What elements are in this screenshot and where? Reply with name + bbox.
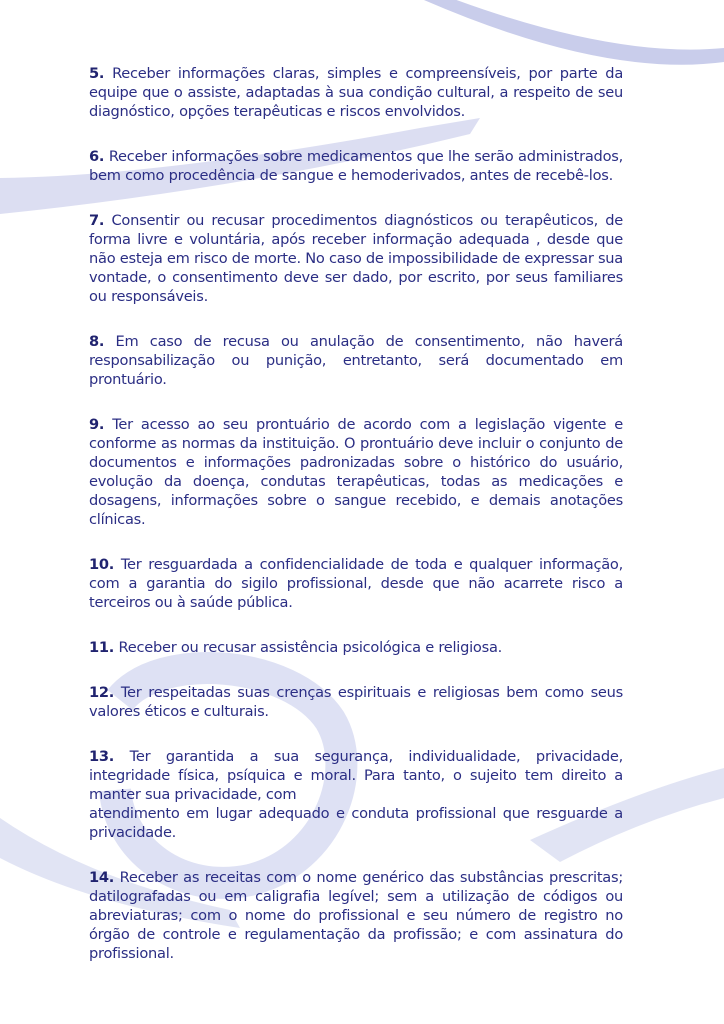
- item-number: 11.: [89, 639, 115, 656]
- list-item: [89, 638, 623, 657]
- item-text: Receber ou recusar assistência psicológica e religiosa.: [118, 639, 503, 656]
- item-number: 12.: [89, 684, 115, 701]
- list-item: [89, 868, 623, 963]
- item-text: Ter garantida a sua segurança, individualidade, privacidade, integridade física, psíquica e moral. Para tanto, o sujeito tem direito a manter sua privacidade, com: [89, 748, 623, 803]
- item-text: Em caso de recusa ou anulação de consentimento, não haverá responsabilização ou punição, entretanto, será documentado em prontuário.: [89, 333, 624, 388]
- list-item: [89, 211, 623, 306]
- list-item: [89, 332, 623, 389]
- item-text: Ter resguardada a confidencialidade de toda e qualquer informação, com a garantia do sigilo profissional, desde que não acarrete risco a terceiros ou à saúde pública.: [89, 556, 623, 611]
- item-number: 6.: [89, 148, 105, 165]
- list-item: [89, 415, 623, 529]
- item-text: Receber as receitas com o nome genérico das substâncias prescritas; datilografadas ou em caligrafia legível; sem a utilização de códigos ou abreviaturas; com o nome do profissional e seu número de registro no órgão de controle e regulamentação da profissão; e com assinatura do profissional.: [89, 869, 624, 962]
- item-text: Consentir ou recusar procedimentos diagnósticos ou terapêuticos, de forma livre e voluntária, após receber informação adequada , desde que não esteja em risco de morte. No caso de impossibilidade de expressar sua vontade, o consentimento deve ser dado, por escrito, por seus familiares ou responsáveis.: [89, 212, 624, 305]
- item-number: 5.: [89, 65, 105, 82]
- item-text: Receber informações claras, simples e compreensíveis, por parte da equipe que o assiste, adaptadas à sua condição cultural, a respeito de seu diagnóstico, opções terapêuticas e riscos envolvidos.: [89, 65, 624, 120]
- item-number: 9.: [89, 416, 105, 433]
- item-number: 8.: [89, 333, 105, 350]
- list-item: [89, 683, 623, 721]
- decor-swoosh-top: [380, 0, 724, 65]
- item-text-continuation: atendimento em lugar adequado e conduta profissional que resguarde a privacidade.: [89, 805, 623, 841]
- item-number: 13.: [89, 748, 115, 765]
- item-text: Ter acesso ao seu prontuário de acordo com a legislação vigente e conforme as normas da instituição. O prontuário deve incluir o conjunto de documentos e informações padronizadas sobre o histórico do usuário, evolução da doença, condutas terapêuticas, todas as medicações e dosagens, informações sobre o sangue recebido, e demais anotações clínicas.: [89, 416, 623, 528]
- rights-list: [89, 64, 623, 989]
- list-item: [89, 747, 623, 842]
- item-text: Ter respeitadas suas crenças espirituais e religiosas bem como seus valores éticos e culturais.: [89, 684, 623, 720]
- list-item: [89, 147, 623, 185]
- item-number: 10.: [89, 556, 115, 573]
- item-number: 7.: [89, 212, 105, 229]
- item-text: Receber informações sobre medicamentos que lhe serão administrados, bem como procedência de sangue e hemoderivados, antes de recebê-los.: [89, 148, 623, 184]
- list-item: [89, 64, 623, 121]
- item-number: 14.: [89, 869, 115, 886]
- list-item: [89, 555, 623, 612]
